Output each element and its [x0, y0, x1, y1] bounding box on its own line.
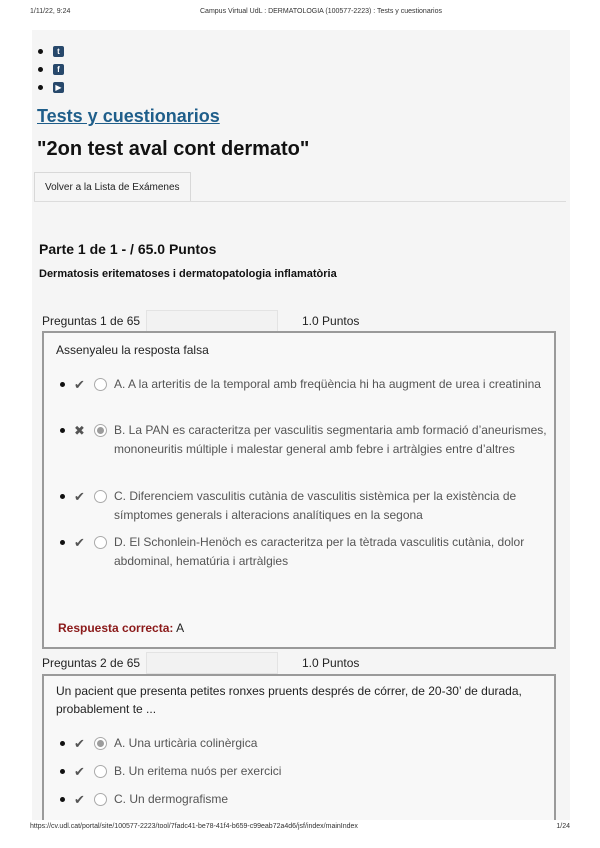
question-number: Preguntas 1 de 65 [42, 314, 141, 328]
bullet [60, 540, 65, 545]
cross-icon: ✖ [74, 423, 85, 438]
page-content [32, 30, 570, 820]
question-header [42, 310, 554, 332]
answer-text: C. Un dermografisme [114, 792, 229, 806]
correct-answer [58, 621, 184, 635]
answer-radio[interactable] [94, 536, 107, 549]
print-date: 1/11/22, 9:24 [30, 8, 71, 15]
question-box [42, 331, 556, 649]
answer-radio[interactable] [94, 793, 107, 806]
correct-answer-value: A [176, 621, 185, 635]
check-icon: ✔ [74, 377, 85, 392]
print-page-number: 1/24 [556, 823, 570, 830]
back-to-exams-button[interactable]: Volver a la Lista de Exámenes [34, 172, 191, 202]
bullet [60, 428, 65, 433]
bullet [60, 769, 65, 774]
question-text: Un pacient que presenta petites ronxes pruents després de córrer, de 20-30’ de durada, probablement te ... [56, 684, 522, 716]
answer-text: C. Diferenciem vasculitis cutània de vasculitis sistèmica per la existència de símptomes generals i alteracions analítiques en la segona [114, 489, 517, 522]
bullet [38, 67, 43, 72]
bullet [60, 797, 65, 802]
check-icon: ✔ [74, 792, 85, 807]
social-item[interactable] [38, 78, 64, 96]
exam-title: "2on test aval cont dermato" [37, 138, 310, 160]
answer-radio[interactable] [94, 490, 107, 503]
question-box [42, 674, 556, 820]
question-header-field [146, 310, 278, 332]
answer-radio[interactable] [94, 378, 107, 391]
social-item[interactable] [38, 42, 64, 60]
question-text: Assenyaleu la resposta falsa [56, 343, 209, 357]
bullet [60, 741, 65, 746]
bullet [60, 494, 65, 499]
answer-radio-selected[interactable] [94, 737, 107, 750]
answer-radio-selected[interactable] [94, 424, 107, 437]
check-icon: ✔ [74, 489, 85, 504]
divider [34, 201, 566, 202]
question-header [42, 652, 554, 674]
question-header-field [146, 652, 278, 674]
correct-answer-label: Respuesta correcta: [58, 621, 174, 635]
social-links [38, 42, 64, 96]
check-icon: ✔ [74, 736, 85, 751]
answer-text: B. Un eritema nuós per exercici [114, 764, 282, 778]
question-number: Preguntas 2 de 65 [42, 656, 141, 670]
youtube-icon[interactable]: ▶ [53, 82, 64, 93]
print-doc-title: Campus Virtual UdL : DERMATOLOGIA (100577-2223) : Tests y cuestionarios [200, 8, 442, 15]
answer-radio[interactable] [94, 765, 107, 778]
answer-text: D. El Schonlein-Henöch es caracteritza per la tètrada vasculitis cutània, dolor abdominal, hematúria i artràlgies [114, 535, 525, 568]
part-title: Parte 1 de 1 - / 65.0 Puntos [39, 241, 217, 257]
section-title-link[interactable]: Tests y cuestionarios [37, 106, 220, 126]
question-points: 1.0 Puntos [302, 656, 360, 670]
print-url: https://cv.udl.cat/portal/site/100577-2223/tool/7fadc41-be78-41f4-b659-c99eab72a4d6/jsf/index/mainIndex [30, 823, 358, 830]
bullet [38, 49, 43, 54]
check-icon: ✔ [74, 535, 85, 550]
facebook-icon[interactable]: f [53, 64, 64, 75]
answer-text: A. Una urticària colinèrgica [114, 736, 258, 750]
part-subtitle: Dermatosis eritematoses i dermatopatologia inflamatòria [39, 268, 337, 280]
check-icon: ✔ [74, 764, 85, 779]
question-points: 1.0 Puntos [302, 314, 360, 328]
answer-text: A. A la arteritis de la temporal amb freqüència hi ha augment de urea i creatinina [114, 377, 541, 391]
print-header [0, 8, 600, 22]
twitter-icon[interactable]: t [53, 46, 64, 57]
bullet [38, 85, 43, 90]
bullet [60, 382, 65, 387]
social-item[interactable] [38, 60, 64, 78]
answer-text: B. La PAN es caracteritza per vasculitis segmentaria amb formació d’aneurismes, mononeuritis múltiple i malestar general amb febre i artràlgies entre d’altres [114, 423, 547, 456]
